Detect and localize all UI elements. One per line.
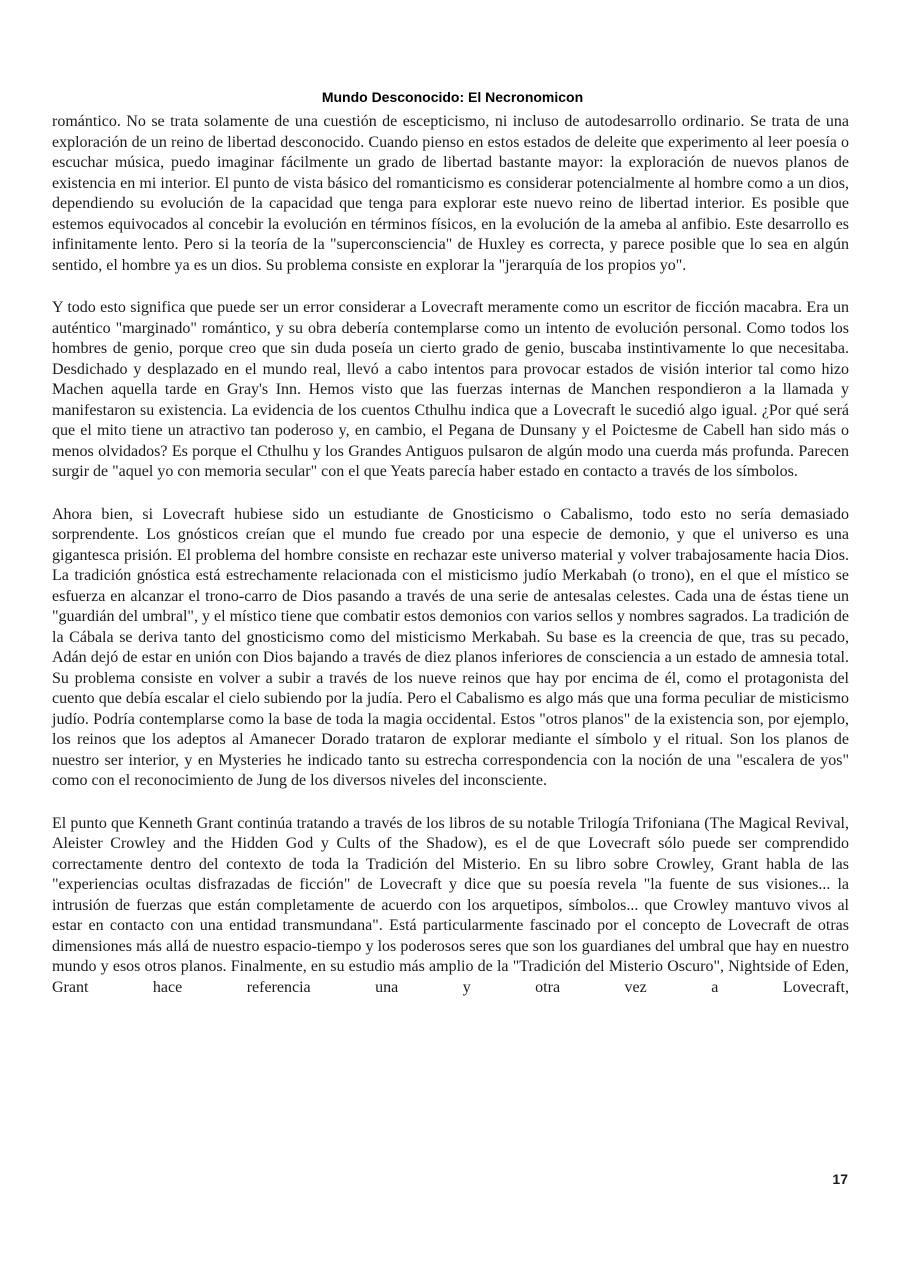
document-body: [52, 112, 849, 1020]
paragraph-1: romántico. No se trata solamente de una cuestión de escepticismo, ni incluso de autodesarrollo ordinario. Se trata de una exploración de un reino de libertad desconocido. Cuando pienso en estos estados de deleite que experimento al leer poesía o escuchar música, puedo imaginar fácilmente un grado de libertad bastante mayor: la exploración de nuevos planos de existencia en mi interior. El punto de vista básico del romanticismo es considerar potencialmente al hombre como a un dios, dependiendo su evolución de la capacidad que tenga para explorar este nuevo reino de libertad interior. Es posible que estemos equivocados al concebir la evolución en términos físicos, en la evolución de la ameba al anfibio. Este desarrollo es infinitamente lento. Pero si la teoría de la "superconsciencia" de Huxley es correcta, y parece posible que lo sea en algún sentido, el hombre ya es un dios. Su problema consiste en explorar la "jerarquía de los propios yo".: [52, 113, 849, 274]
page-header-title: Mundo Desconocido: El Necronomicon: [321, 89, 584, 105]
paragraph-2: Y todo esto significa que puede ser un error considerar a Lovecraft meramente como un escritor de ficción macabra. Era un auténtico "marginado" romántico, y su obra debería contemplarse como un intento de evolución personal. Como todos los hombres de genio, porque creo que sin duda poseía un cierto grado de genio, buscaba instintivamente lo que necesitaba. Desdichado y desplazado en el mundo real, llevó a cabo intentos para provocar estados de visión interior tal como hizo Machen aquella tarde en Gray's Inn. Hemos visto que las fuerzas internas de Manchen respondieron a la llamada y manifestaron su existencia. La evidencia de los cuentos Cthulhu indica que a Lovecraft le sucedió algo igual. ¿Por qué será que el mito tiene un atractivo tan poderoso y, en cambio, el Pegana de Dunsany y el Poictesme de Cabell han sido más o menos olvidados? Es porque el Cthulhu y los Grandes Antiguos pulsaron de algún modo una cuerda más profunda. Parecen surgir de "aquel yo con memoria secular" con el que Yeats parecía haber estado en contacto a través de los símbolos.: [52, 299, 849, 480]
page-number: 17: [832, 1171, 848, 1187]
paragraph-4: El punto que Kenneth Grant continúa tratando a través de los libros de su notable Trilogía Trifoniana (The Magical Revival, Aleister Crowley and the Hidden God y Cults of the Shadow), es el de que Lovecraft sólo puede ser comprendido correctamente dentro del contexto de toda la Tradición del Misterio. En su libro sobre Crowley, Grant habla de las "experiencias ocultas disfrazadas de ficción" de Lovecraft y dice que su poesía revela "la fuente de sus visiones... la intrusión de fuerzas que están completamente de acuerdo con los arquetipos, símbolos... que Crowley mantuvo vivos al estar en contacto con una entidad transmundana". Está particularmente fascinado por el concepto de Lovecraft de otras dimensiones más allá de nuestro espacio-tiempo y los poderosos seres que son los guardianes del umbral que hay en nuestro mundo y esos otros planos. Finalmente, en su estudio más amplio de la "Tradición del Misterio Oscuro", Nightside of Eden, Grant hace referencia una y otra vez a Lovecraft,: [52, 814, 849, 996]
paragraph-3: Ahora bien, si Lovecraft hubiese sido un estudiante de Gnosticismo o Cabalismo, todo esto no sería demasiado sorprendente. Los gnósticos creían que el mundo fue creado por una especie de demonio, y que el universo es una gigantesca prisión. El problema del hombre consiste en rechazar este universo material y volver trabajosamente hacia Dios. La tradición gnóstica está estrechamente relacionada con el misticismo judío Merkabah (o trono), en el que el místico se esfuerza en alcanzar el trono-carro de Dios pasando a través de una serie de antesalas celestes. Cada una de éstas tiene un "guardián del umbral", y el místico tiene que combatir estos demonios con varios sellos y nombres sagrados. La tradición de la Cábala se deriva tanto del gnosticismo como del misticismo Merkabah. Su base es la creencia de que, tras su pecado, Adán dejó de estar en unión con Dios bajando a través de diez planos inferiores de consciencia a un estado de amnesia total. Su problema consiste en volver a subir a través de los nueve reinos que hay por encima de él, como el protagonista del cuento que debía escalar el cielo subiendo por la judía. Pero el Cabalismo es algo más que una forma peculiar de misticismo judío. Podría contemplarse como la base de toda la magia occidental. Estos "otros planos" de la existencia son, por ejemplo, los reinos que los adeptos al Amanecer Dorado trataron de explorar mediante el símbolo y el ritual. Son los planos de nuestro ser interior, y en Mysteries he indicado tanto su estrecha correspondencia con la noción de una "escalera de yos" como con el reconocimiento de Jung de los diversos niveles del inconsciente.: [52, 505, 849, 789]
